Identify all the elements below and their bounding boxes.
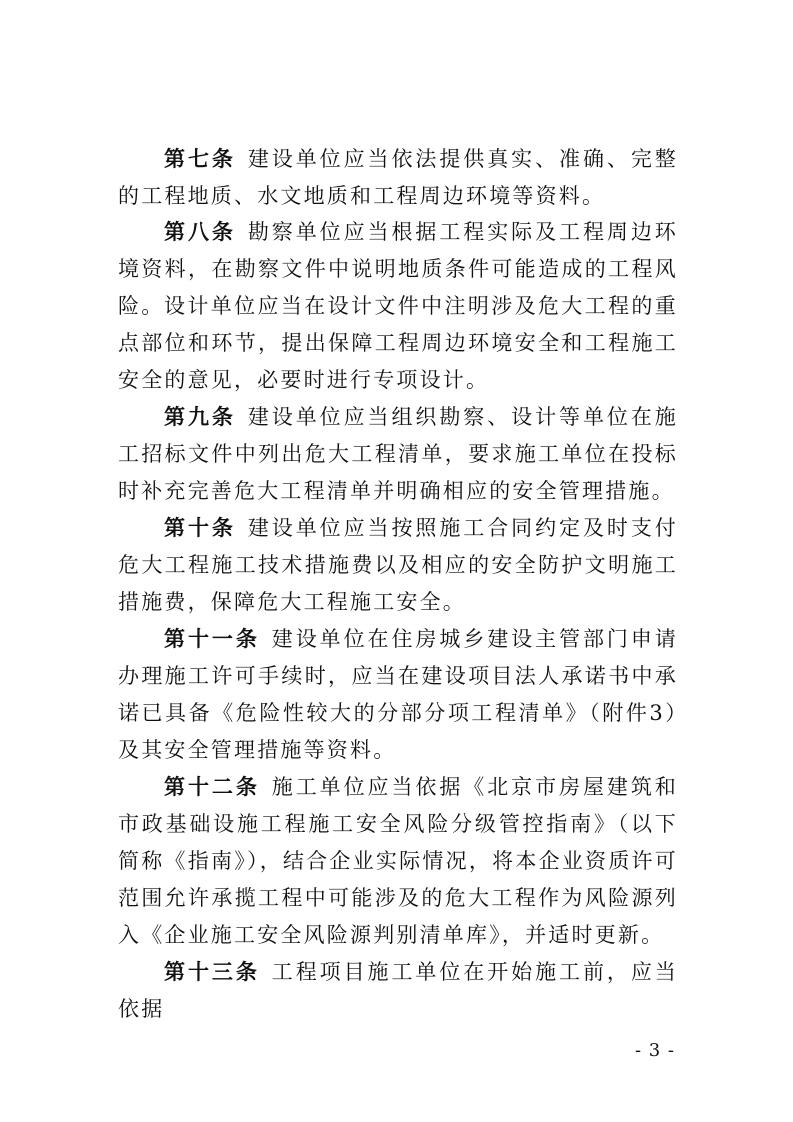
article-body: 建设单位在住房城乡建设主管部门申请办理施工许可手续时，应当在建设项目法人承诺书中承诺已具备《危险性较大的分部分项工程清单》（附件3）及其安全管理措施等资料。 [118,627,678,762]
article-body: 建设单位应当依法提供真实、准确、完整的工程地质、水文地质和工程周边环境等资料。 [118,147,678,208]
article-13 [118,954,678,1028]
article-body: 工程项目施工单位在开始施工前，应当依据 [118,960,678,1021]
article-heading: 第十二条 [164,775,260,799]
article-7 [118,141,678,215]
article-11 [118,621,678,769]
article-heading: 第九条 [164,405,236,429]
article-8-paragraph-2 [118,288,678,399]
page-number: - 3 - [634,1040,675,1061]
article-9 [118,399,678,510]
article-body: 设计单位应当在设计文件中注明涉及危大工程的重点部位和环节，提出保障工程周边环境安全和工程施工安全的意见，必要时进行专项设计。 [118,294,678,392]
article-heading: 第十三条 [164,960,260,984]
article-heading: 第十条 [164,516,236,540]
article-heading: 第八条 [164,220,236,244]
article-body: 建设单位应当组织勘察、设计等单位在施工招标文件中列出危大工程清单，要求施工单位在投标时补充完善危大工程清单并明确相应的安全管理措施。 [118,405,678,503]
article-body: 建设单位应当按照施工合同约定及时支付危大工程施工技术措施费以及相应的安全防护文明施工措施费，保障危大工程施工安全。 [118,516,678,614]
article-12 [118,769,678,954]
article-body: 勘察单位应当根据工程实际及工程周边环境资料，在勘察文件中说明地质条件可能造成的工程风险。 [118,220,678,318]
article-heading: 第十一条 [164,627,260,651]
article-body: 施工单位应当依据《北京市房屋建筑和市政基础设施工程施工安全风险分级管控指南》（以下简称《指南》），结合企业实际情况，将本企业资质许可范围允许承揽工程中可能涉及的危大工程作为风险源列入《企业施工安全风险源判别清单库》，并适时更新。 [118,775,678,947]
article-10 [118,510,678,621]
article-heading: 第七条 [164,147,236,171]
